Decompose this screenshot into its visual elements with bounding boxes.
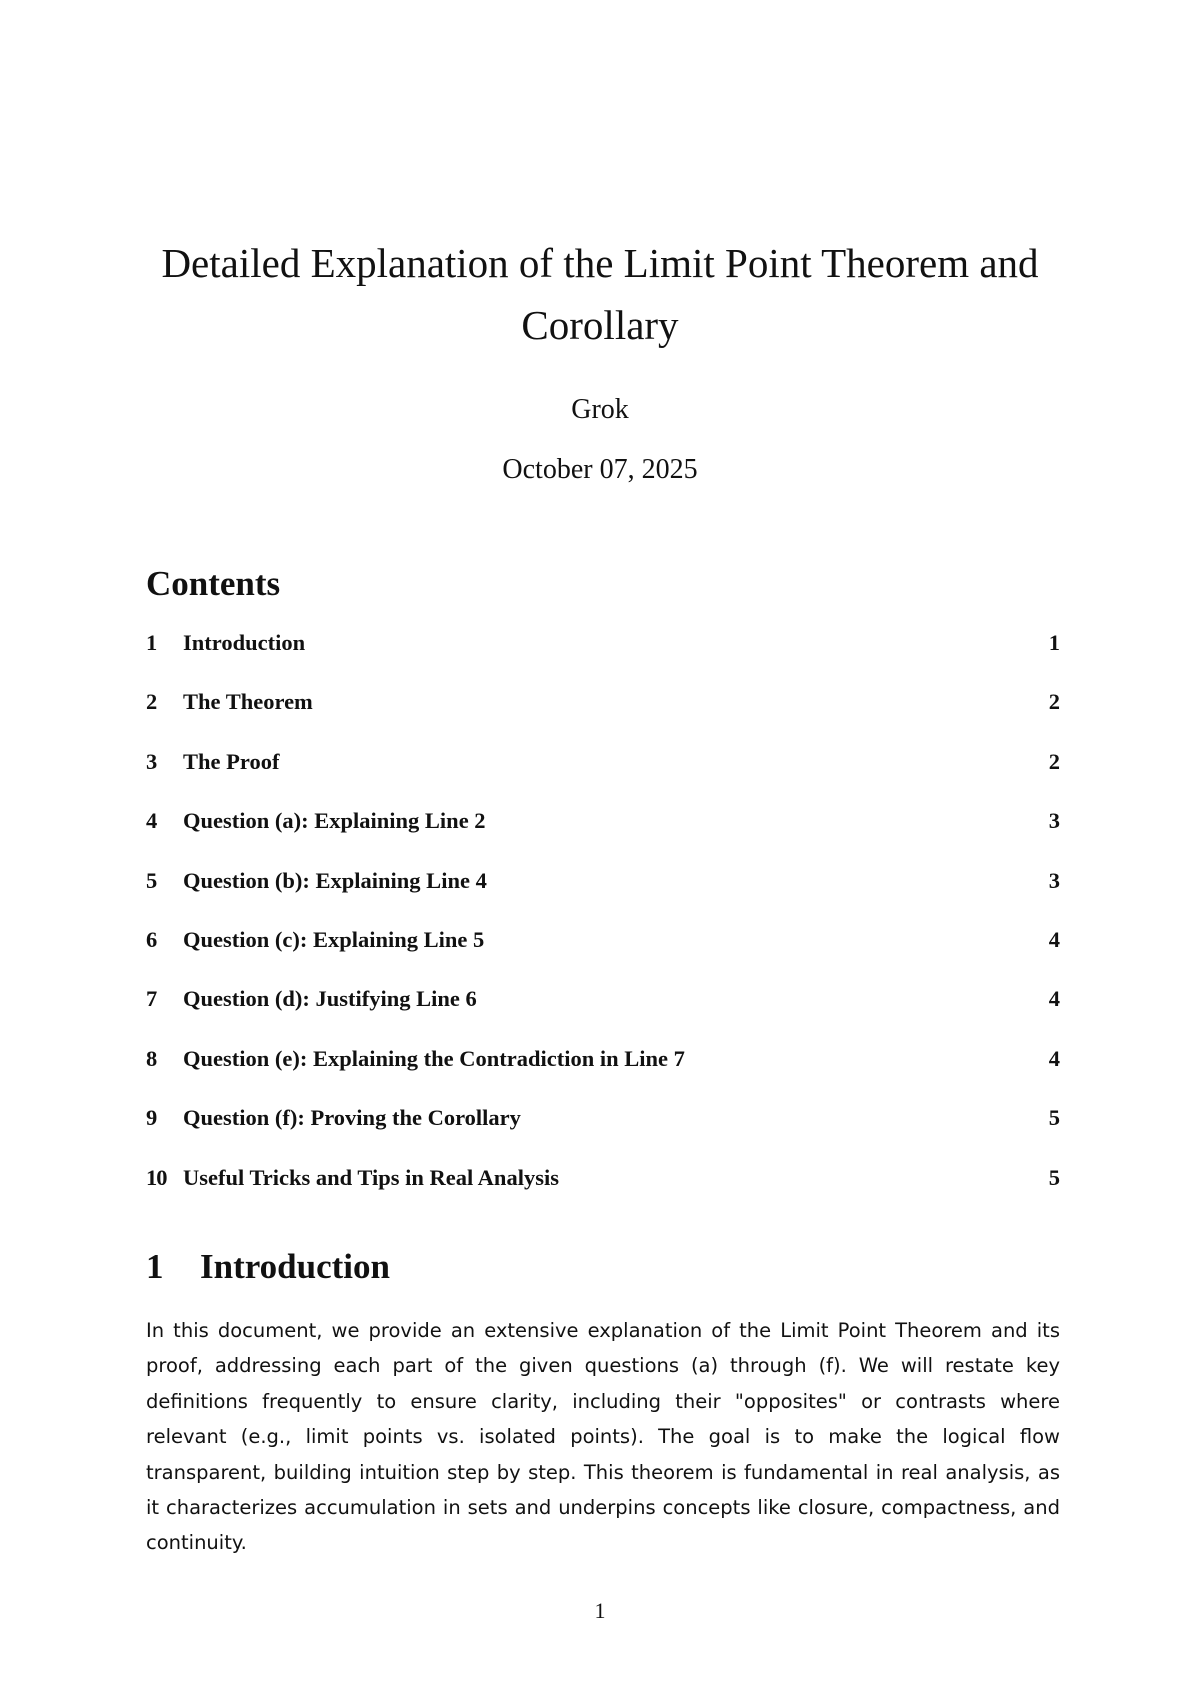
document-date: October 07, 2025 xyxy=(502,454,698,485)
toc-entry-3[interactable] xyxy=(146,747,1060,806)
toc-entry-1[interactable] xyxy=(146,628,1060,687)
toc-number: 10 xyxy=(146,1164,167,1190)
toc-label: Question (d): Justifying Line 6 xyxy=(183,986,477,1012)
toc-page: 4 xyxy=(1048,986,1060,1012)
toc-page: 2 xyxy=(1048,748,1060,774)
toc-entry-7[interactable] xyxy=(146,984,1060,1043)
toc-page: 4 xyxy=(1048,1045,1060,1071)
toc-number: 5 xyxy=(146,867,158,893)
toc-label: The Theorem xyxy=(183,689,313,715)
page-number: 1 xyxy=(594,1598,606,1623)
toc-label: Question (a): Explaining Line 2 xyxy=(183,808,486,834)
toc-label: The Proof xyxy=(183,748,280,774)
toc-entry-10[interactable] xyxy=(146,1163,1060,1222)
toc-entry-5[interactable] xyxy=(146,866,1060,925)
toc-label: Question (f): Proving the Corollary xyxy=(183,1105,521,1131)
toc-label: Useful Tricks and Tips in Real Analysis xyxy=(183,1164,559,1190)
toc-number: 2 xyxy=(146,689,158,715)
toc-number: 8 xyxy=(146,1045,158,1071)
table-of-contents xyxy=(146,628,1060,1222)
toc-page: 5 xyxy=(1048,1105,1060,1131)
toc-page: 1 xyxy=(1048,630,1060,655)
section-number: 1 xyxy=(146,1247,164,1286)
toc-number: 1 xyxy=(146,630,158,655)
toc-entry-4[interactable] xyxy=(146,806,1060,865)
document-title: Detailed Explanation of the Limit Point Theorem and Corollary xyxy=(161,240,1039,348)
toc-page: 4 xyxy=(1048,926,1060,952)
toc-number: 9 xyxy=(146,1105,158,1131)
toc-number: 3 xyxy=(146,748,158,774)
toc-page: 5 xyxy=(1048,1164,1060,1190)
toc-number: 7 xyxy=(146,986,158,1012)
toc-page: 3 xyxy=(1048,808,1060,834)
toc-number: 4 xyxy=(146,808,158,834)
toc-entry-6[interactable] xyxy=(146,925,1060,984)
toc-label: Introduction xyxy=(183,630,306,655)
document-author: Grok xyxy=(571,394,629,425)
toc-entry-2[interactable] xyxy=(146,687,1060,746)
toc-entry-8[interactable] xyxy=(146,1044,1060,1103)
section-title: Introduction xyxy=(200,1247,390,1286)
toc-entry-9[interactable] xyxy=(146,1103,1060,1162)
toc-label: Question (b): Explaining Line 4 xyxy=(183,867,487,893)
toc-label: Question (e): Explaining the Contradiction in Line 7 xyxy=(183,1045,685,1071)
section-heading-introduction xyxy=(146,1245,390,1289)
toc-number: 6 xyxy=(146,926,158,952)
toc-page: 3 xyxy=(1048,867,1060,893)
toc-label: Question (c): Explaining Line 5 xyxy=(183,926,485,952)
toc-page: 2 xyxy=(1048,689,1060,715)
contents-heading: Contents xyxy=(146,564,281,603)
introduction-paragraph: In this document, we provide an extensive explanation of the Limit Point Theorem and its proof, addressing each part of the given questions (a) through (f). We will restate key definitions frequently to ensure clarity, including their "opposites" or contrasts where relevant (e.g., limit points vs. isolated points). The goal is to make the logical flow transparent, building intuition step by step. This theorem is fundamental in real analysis, as it characterizes accumulation in sets and underpins concepts like closure, compactness, and continuity. xyxy=(146,1319,1060,1555)
